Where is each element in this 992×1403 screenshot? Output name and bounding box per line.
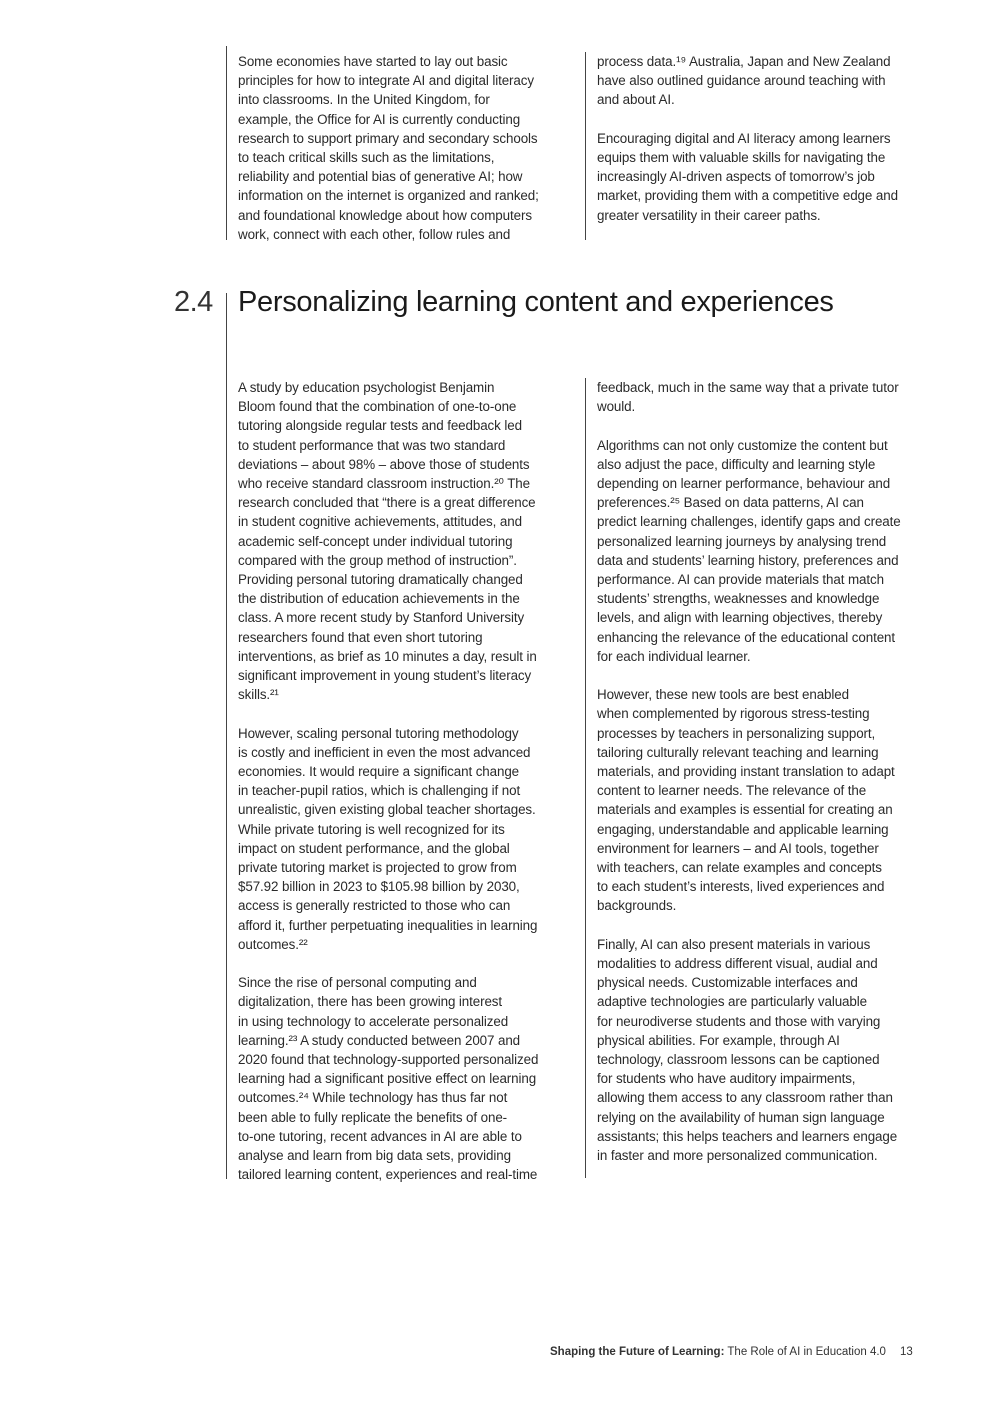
- paragraph: Algorithms can not only customize the content but also adjust the pace, difficulty and learning style depending on learner performance, behaviour and preferences.²⁵ Based on data patterns, AI can predict learning challenges, identify gaps and create personalized learning journeys by analysing trend data and students’ learning history, preferences and performance. AI can provide materials that match students’ strengths, weaknesses and knowledge levels, and align with learning objectives, thereby enhancing the relevance of the educational content for each individual learner.: [597, 437, 901, 664]
- paragraph: A study by education psychologist Benjamin Bloom found that the combination of one-to-one tutoring alongside regular tests and feedback led to student performance that was two standard deviations – about 98% – above those of students who receive standard classroom instruction.²⁰ The research concluded that “there is a great difference in student cognitive achievements, attitudes, and academic self-concept under individual tutoring compared with the group method of instruction”. Providing personal tutoring dramatically changed the distribution of education achievements in the class. A more recent study by Stanford University researchers found that even short tutoring interventions, as brief as 10 minutes a day, result in significant improvement in young student’s literacy skills.²¹: [238, 380, 537, 703]
- top-right-column: [597, 52, 942, 225]
- paragraph: process data.¹⁹ Australia, Japan and New Zealand have also outlined guidance around teaching with and about AI.: [597, 54, 891, 108]
- paragraph: feedback, much in the same way that a private tutor would.: [597, 380, 899, 415]
- top-left-column: [238, 52, 578, 244]
- paragraph: However, these new tools are best enabled when complemented by rigorous stress-testing processes by teachers in personalizing support, tailoring culturally relevant teaching and learning materials, and providing instant translation to adapt content to learner needs. The relevance of the materials and examples is essential for creating an engaging, understandable and applicable learning environment for learners – and AI tools, together with teachers, can relate examples and concepts to each student’s interests, lived experiences and backgrounds.: [597, 687, 895, 914]
- page-footer: [550, 1346, 913, 1358]
- section-divider: [226, 293, 227, 1179]
- main-left-column: [238, 378, 580, 1185]
- section-title: Personalizing learning content and experiences: [238, 286, 834, 318]
- main-right-column: [597, 378, 942, 1165]
- column-divider-top-right: [585, 52, 586, 240]
- footer-title-bold: Shaping the Future of Learning:: [550, 1346, 725, 1358]
- column-divider-main-right: [585, 378, 586, 1178]
- page-number: 13: [899, 1346, 913, 1358]
- paragraph: Since the rise of personal computing and digitalization, there has been growing interest in using technology to accelerate personalized learning.²³ A study conducted between 2007 and 2020 found that technology-supported personalized learning had a significant positive effect on learning outcomes.²⁴ While technology has thus far not been able to fully replicate the benefits of one- to-one tutoring, recent advances in AI are able to analyse and learn from big data sets, providing tailored learning content, experiences and real-time: [238, 975, 539, 1183]
- paragraph: Finally, AI can also present materials in various modalities to address different visual, audial and physical needs. Customizable interfaces and adaptive technologies are particularly valuable for neurodiverse students and those with varying physical abilities. For example, through AI technology, classroom lessons can be captioned for students who have auditory impairments, allowing them access to any classroom rather than relying on the availability of human sign language assistants; this helps teachers and learners engage in faster and more personalized communication.: [597, 936, 898, 1164]
- section-number: 2.4: [174, 286, 213, 318]
- paragraph: Encouraging digital and AI literacy among learners equips them with valuable skills for navigating the increasingly AI-driven aspects of tomorrow’s job market, providing them with a competitive edge and greater versatility in their career paths.: [597, 130, 898, 223]
- paragraph: Some economies have started to lay out basic principles for how to integrate AI and digital literacy into classrooms. In the United Kingdom, for example, the Office for AI is currently conducting research to support primary and secondary schools to teach critical skills such as the limitations, reliability and potential bias of generative AI; how information on the internet is organized and ranked; and foundational knowledge about how computers work, connect with each other, follow rules and: [238, 54, 539, 242]
- footer-title-rest: The Role of AI in Education 4.0: [724, 1346, 886, 1358]
- paragraph: However, scaling personal tutoring methodology is costly and inefficient in even the most advanced economies. It would require a significant change in teacher-pupil ratios, which is challenging if not unrealistic, given existing global teacher shortages. While private tutoring is well recognized for its impact on student performance, and the global private tutoring market is projected to grow from $57.92 billion in 2023 to $105.98 billion by 2030, access is generally restricted to those who can afford it, further perpetuating inequalities in learning outcomes.²²: [238, 725, 538, 952]
- column-divider-top-left: [226, 46, 227, 240]
